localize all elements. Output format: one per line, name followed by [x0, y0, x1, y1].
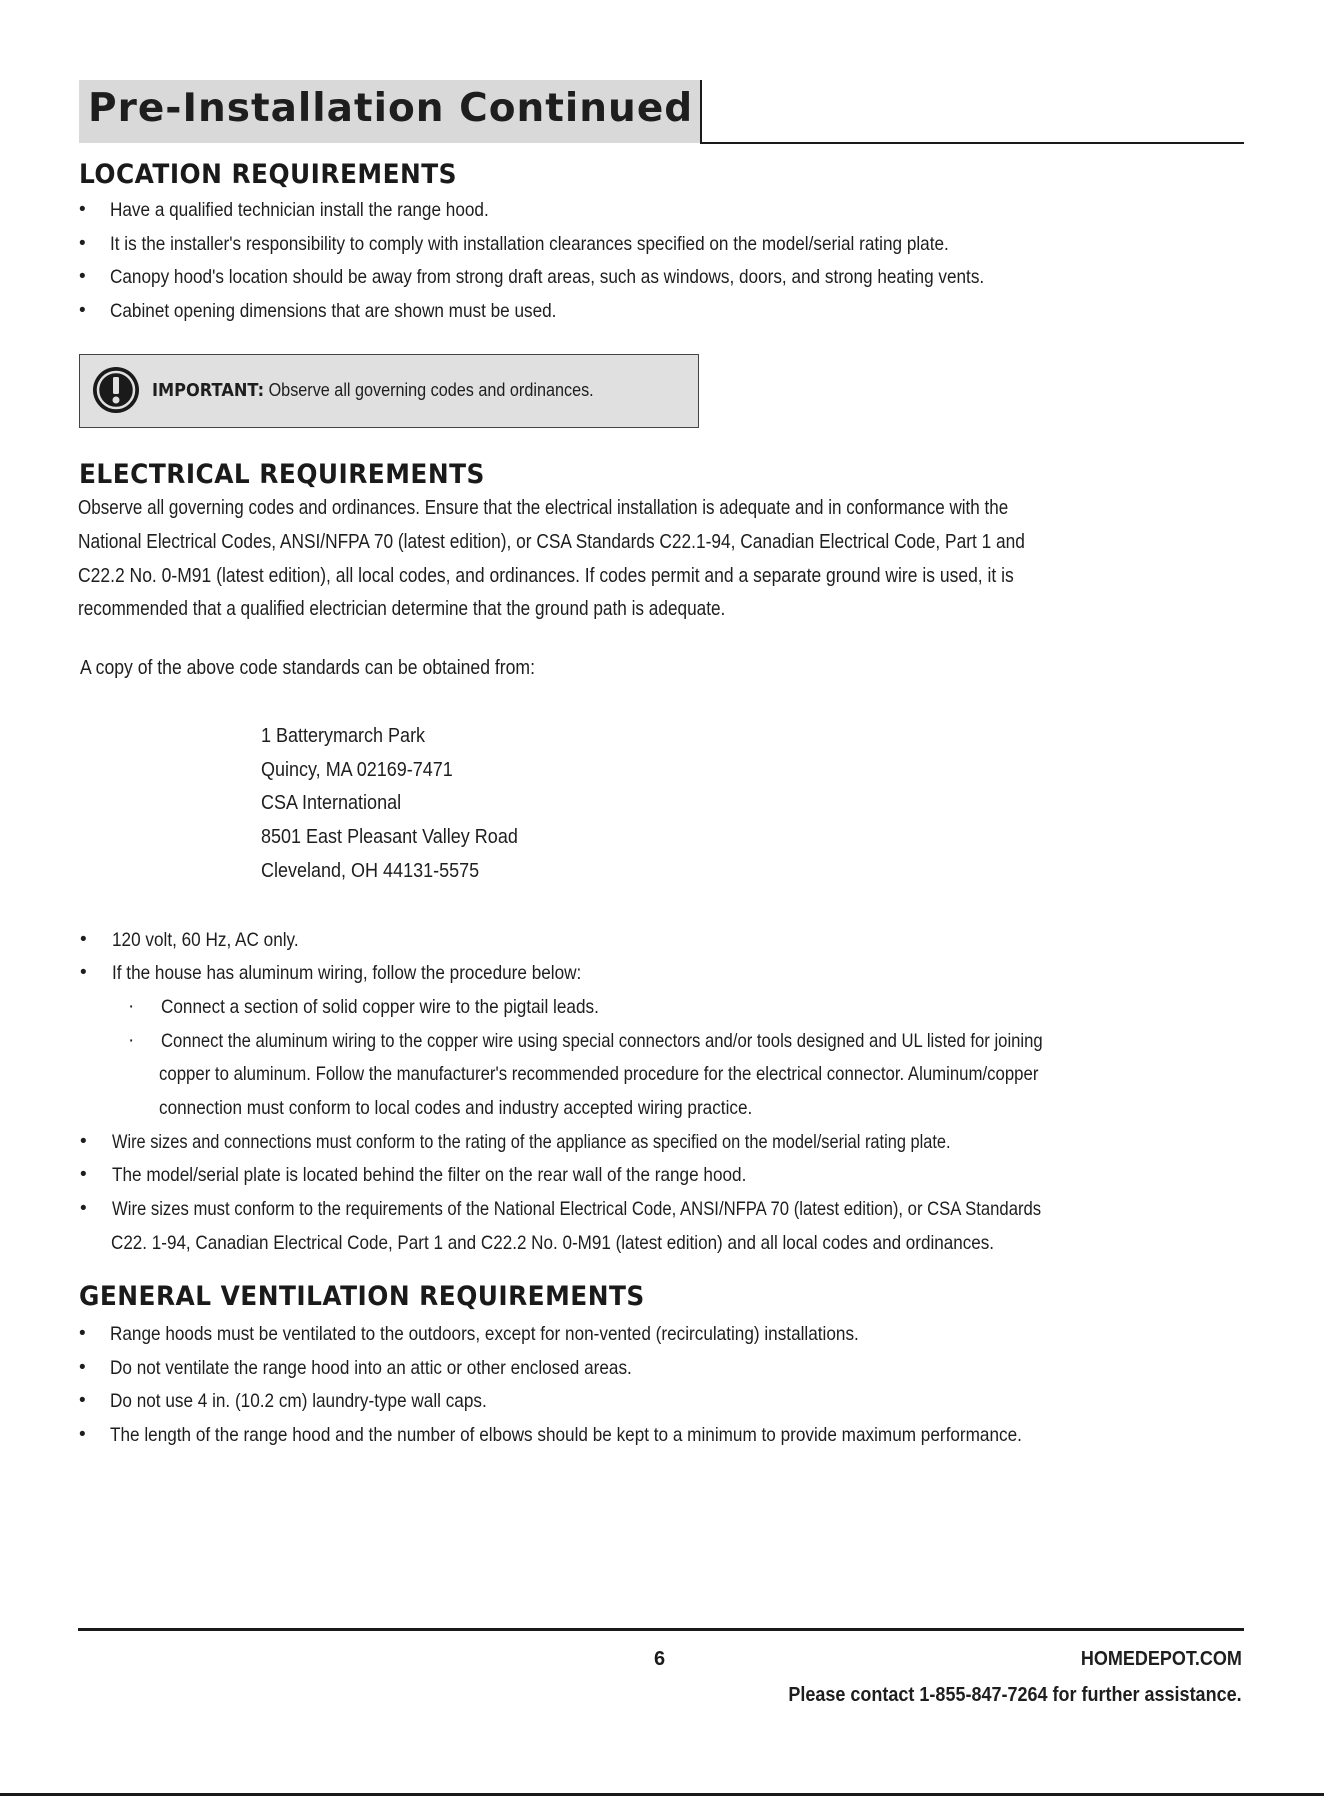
electrical-item-continuation: C22. 1-94, Canadian Electrical Code, Part 1 and C22.2 No. 0-M91 (latest edition) and all local codes and ordinances.	[111, 1232, 995, 1254]
ventilation-item: Do not use 4 in. (10.2 cm) laundry-type wall caps.	[110, 1390, 487, 1412]
address-line: 1 Batterymarch Park	[261, 725, 426, 747]
electrical-sub-item: Connect the aluminum wiring to the copper wire using special connectors and/or tools designed and UL listed for joining	[161, 1030, 1043, 1052]
electrical-sub-item-continuation: copper to aluminum. Follow the manufacturer's recommended procedure for the electrical connector. Aluminum/copper	[159, 1063, 1039, 1085]
electrical-item: Wire sizes and connections must conform to the rating of the appliance as specified on the model/serial rating plate.	[112, 1131, 951, 1153]
bullet-icon: •	[79, 1323, 86, 1344]
electrical-paragraph-line: recommended that a qualified electrician determine that the ground path is adequate.	[78, 598, 726, 620]
electrical-paragraph-line: C22.2 No. 0-M91 (latest edition), all local codes, and ordinances. If codes permit and a separate ground wire is used, it is	[78, 565, 1014, 587]
bullet-icon: •	[79, 233, 86, 254]
bullet-icon: •	[80, 1164, 87, 1185]
bullet-icon: •	[79, 1357, 86, 1378]
sub-bullet-icon: ·	[128, 996, 135, 1017]
bullet-icon: •	[80, 1131, 87, 1152]
electrical-item: If the house has aluminum wiring, follow the procedure below:	[112, 962, 582, 984]
address-line: Quincy, MA 02169-7471	[261, 759, 453, 781]
header-divider	[700, 80, 702, 144]
address-line: Cleveland, OH 44131-5575	[261, 860, 480, 882]
electrical-item: Wire sizes must conform to the requirements of the National Electrical Code, ANSI/NFPA 70 (latest edition), or CSA Standards	[112, 1198, 1042, 1220]
electrical-paragraph-line: Observe all governing codes and ordinances. Ensure that the electrical installation is adequate and in conformance with the	[78, 497, 1009, 519]
electrical-sub-item-continuation: connection must conform to local codes and industry accepted wiring practice.	[159, 1097, 753, 1119]
footer-website: HOMEDEPOT.COM	[1080, 1648, 1242, 1670]
footer-contact: Please contact 1-855-847-7264 for further assistance.	[788, 1684, 1242, 1706]
bullet-icon: •	[80, 962, 87, 983]
location-item: Cabinet opening dimensions that are shown must be used.	[110, 300, 557, 322]
important-label: IMPORTANT:	[152, 380, 265, 401]
ventilation-item: The length of the range hood and the number of elbows should be kept to a minimum to provide maximum performance.	[110, 1424, 1022, 1446]
location-item: Canopy hood's location should be away from strong draft areas, such as windows, doors, and strong heating vents.	[110, 266, 985, 288]
location-item: It is the installer's responsibility to comply with installation clearances specified on the model/serial rating plate.	[110, 233, 949, 255]
bullet-icon: •	[79, 199, 86, 220]
electrical-paragraph-line: National Electrical Codes, ANSI/NFPA 70 (latest edition), or CSA Standards C22.1-94, Canadian Electrical Code, Part 1 and	[78, 531, 1025, 553]
page-title: Pre-Installation Continued	[88, 86, 694, 131]
bullet-icon: •	[79, 1390, 86, 1411]
electrical-heading: ELECTRICAL REQUIREMENTS	[79, 459, 485, 490]
address-line: CSA International	[261, 792, 402, 814]
electrical-item: The model/serial plate is located behind the filter on the rear wall of the range hood.	[112, 1164, 747, 1186]
location-item: Have a qualified technician install the range hood.	[110, 199, 489, 221]
address-line: 8501 East Pleasant Valley Road	[261, 826, 518, 848]
bullet-icon: •	[79, 1424, 86, 1445]
ventilation-item: Range hoods must be ventilated to the outdoors, except for non-vented (recirculating) installations.	[110, 1323, 859, 1345]
important-message	[152, 378, 594, 403]
header-rule	[702, 142, 1244, 144]
important-text: Observe all governing codes and ordinances.	[264, 380, 594, 400]
electrical-sub-item: Connect a section of solid copper wire to the pigtail leads.	[161, 996, 599, 1018]
ventilation-heading: GENERAL VENTILATION REQUIREMENTS	[79, 1281, 645, 1312]
exclamation-circle-icon	[91, 365, 141, 415]
copy-note: A copy of the above code standards can be obtained from:	[80, 657, 535, 679]
location-heading: LOCATION REQUIREMENTS	[79, 159, 458, 190]
bullet-icon: •	[79, 300, 86, 321]
page-number: 6	[654, 1648, 666, 1670]
bullet-icon: •	[79, 266, 86, 287]
ventilation-item: Do not ventilate the range hood into an attic or other enclosed areas.	[110, 1357, 632, 1379]
electrical-item: 120 volt, 60 Hz, AC only.	[112, 929, 299, 951]
sub-bullet-icon: ·	[128, 1030, 135, 1051]
bullet-icon: •	[80, 929, 87, 950]
bullet-icon: •	[80, 1198, 87, 1219]
footer-rule	[78, 1628, 1244, 1631]
